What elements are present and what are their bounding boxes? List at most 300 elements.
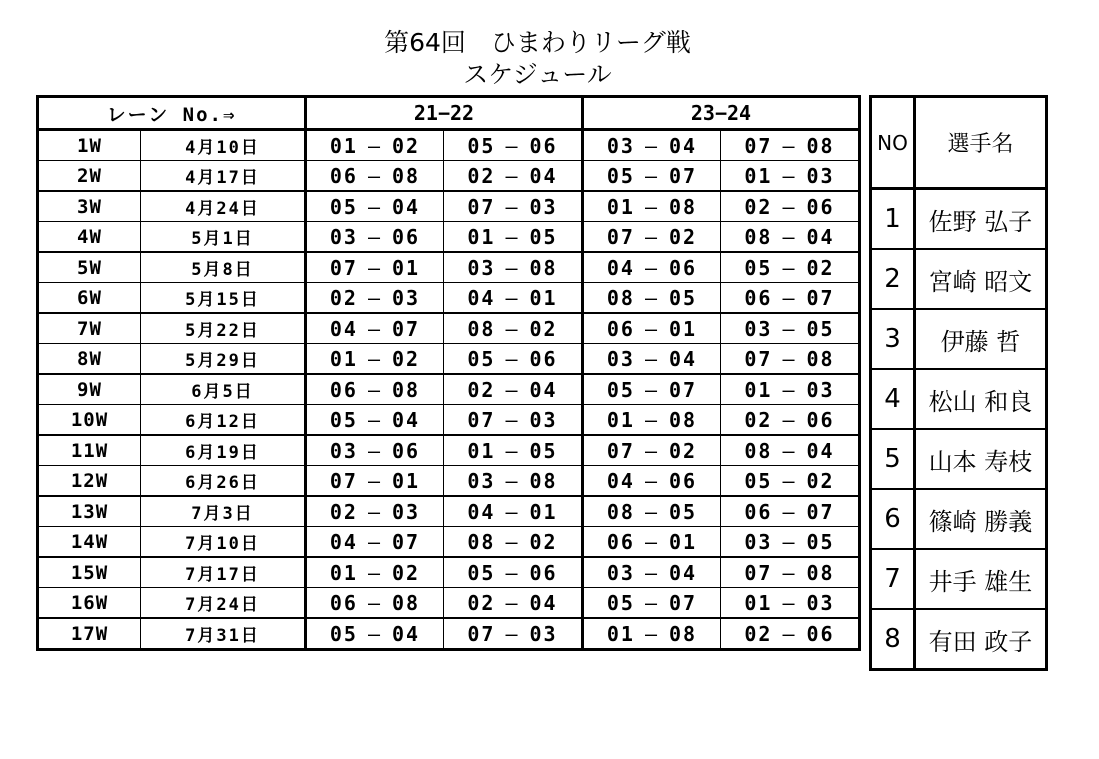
lane-number: 07 bbox=[806, 499, 835, 524]
player-number: 5 bbox=[871, 429, 915, 489]
lane-number: 08 bbox=[744, 224, 773, 249]
date-cell: 5月22日 bbox=[141, 313, 306, 344]
lane-number: 01 bbox=[669, 316, 698, 341]
lane-number: 06 bbox=[392, 224, 421, 249]
matchup-cell bbox=[583, 130, 721, 161]
lane-number: 05 bbox=[669, 285, 698, 310]
matchup-cell bbox=[306, 466, 444, 497]
lane-number: 07 bbox=[669, 590, 698, 615]
date-cell: 7月17日 bbox=[141, 557, 306, 588]
matchup-cell bbox=[444, 618, 583, 650]
lane-number: 08 bbox=[806, 560, 835, 585]
player-number: 2 bbox=[871, 249, 915, 309]
date-cell: 7月31日 bbox=[141, 618, 306, 650]
dash-separator: – bbox=[367, 438, 383, 463]
matchup-cell bbox=[721, 405, 860, 436]
lane-number: 03 bbox=[606, 133, 635, 158]
table-row bbox=[38, 161, 860, 192]
lane-number: 04 bbox=[806, 438, 835, 463]
player-number: 6 bbox=[871, 489, 915, 549]
week-cell: 6W bbox=[38, 283, 141, 314]
lane-number: 07 bbox=[392, 316, 421, 341]
dash-separator: – bbox=[505, 407, 520, 432]
dash-separator: – bbox=[782, 438, 797, 463]
lane-number: 07 bbox=[669, 377, 698, 402]
lane-number: 01 bbox=[329, 133, 358, 158]
lane-number: 06 bbox=[329, 377, 358, 402]
lane-number: 05 bbox=[744, 255, 773, 280]
dash-separator: – bbox=[644, 346, 660, 371]
player-name-header: 選手名 bbox=[915, 97, 1047, 189]
lane-number: 04 bbox=[806, 224, 835, 249]
dash-separator: – bbox=[367, 194, 383, 219]
lane-number: 01 bbox=[606, 621, 635, 646]
matchup-cell bbox=[306, 496, 444, 527]
schedule-header-row bbox=[38, 97, 860, 130]
week-cell: 3W bbox=[38, 191, 141, 222]
table-row bbox=[38, 222, 860, 253]
dash-separator: – bbox=[505, 133, 520, 158]
lane-number: 04 bbox=[392, 407, 421, 432]
lane-number: 07 bbox=[329, 468, 358, 493]
week-cell: 13W bbox=[38, 496, 141, 527]
matchup-cell bbox=[583, 252, 721, 283]
week-cell: 8W bbox=[38, 344, 141, 375]
dash-separator: – bbox=[782, 590, 797, 615]
table-row bbox=[38, 313, 860, 344]
date-cell: 6月12日 bbox=[141, 405, 306, 436]
lane-number: 05 bbox=[669, 499, 698, 524]
player-name: 宮崎 昭文 bbox=[915, 249, 1047, 309]
lane-number: 05 bbox=[806, 316, 835, 341]
matchup-cell bbox=[444, 130, 583, 161]
lane-number: 04 bbox=[329, 316, 358, 341]
matchup-cell bbox=[721, 466, 860, 497]
table-row bbox=[38, 466, 860, 497]
dash-separator: – bbox=[505, 194, 520, 219]
lane-number: 03 bbox=[467, 255, 496, 280]
date-cell: 7月10日 bbox=[141, 527, 306, 558]
lane-number: 08 bbox=[669, 621, 698, 646]
page-subtitle: スケジュール bbox=[463, 60, 612, 89]
player-row bbox=[871, 369, 1047, 429]
lane-number: 03 bbox=[529, 194, 558, 219]
player-name: 井手 雄生 bbox=[915, 549, 1047, 609]
lane-number: 08 bbox=[806, 346, 835, 371]
dash-separator: – bbox=[505, 346, 520, 371]
lane-number: 04 bbox=[329, 529, 358, 554]
matchup-cell bbox=[306, 618, 444, 650]
lane-number: 02 bbox=[806, 255, 835, 280]
table-row bbox=[38, 405, 860, 436]
matchup-cell bbox=[721, 588, 860, 619]
matchup-cell bbox=[721, 496, 860, 527]
dash-separator: – bbox=[782, 346, 797, 371]
matchup-cell bbox=[444, 252, 583, 283]
date-cell: 4月10日 bbox=[141, 130, 306, 161]
dash-separator: – bbox=[644, 255, 660, 280]
lane-number: 07 bbox=[806, 285, 835, 310]
table-row bbox=[38, 252, 860, 283]
matchup-cell bbox=[721, 618, 860, 650]
lane-number: 07 bbox=[467, 621, 496, 646]
lane-number: 05 bbox=[529, 224, 558, 249]
lane-number-label: レーン No.⇒ bbox=[38, 97, 306, 130]
lane-number: 08 bbox=[606, 285, 635, 310]
dash-separator: – bbox=[644, 438, 660, 463]
lane-number: 06 bbox=[529, 346, 558, 371]
lane-number: 06 bbox=[806, 407, 835, 432]
matchup-cell bbox=[583, 222, 721, 253]
dash-separator: – bbox=[367, 377, 383, 402]
player-row bbox=[871, 189, 1047, 250]
matchup-cell bbox=[583, 496, 721, 527]
week-cell: 16W bbox=[38, 588, 141, 619]
lane-number: 04 bbox=[669, 133, 698, 158]
dash-separator: – bbox=[367, 224, 383, 249]
table-row bbox=[38, 435, 860, 466]
dash-separator: – bbox=[367, 590, 383, 615]
lane-number: 01 bbox=[606, 407, 635, 432]
matchup-cell bbox=[306, 405, 444, 436]
matchup-cell bbox=[306, 557, 444, 588]
dash-separator: – bbox=[367, 163, 383, 188]
dash-separator: – bbox=[367, 621, 383, 646]
dash-separator: – bbox=[782, 316, 797, 341]
matchup-cell bbox=[306, 344, 444, 375]
lane-number: 08 bbox=[467, 316, 496, 341]
dash-separator: – bbox=[782, 377, 797, 402]
dash-separator: – bbox=[644, 529, 660, 554]
matchup-cell bbox=[306, 252, 444, 283]
lane-number: 02 bbox=[744, 621, 773, 646]
lane-number: 06 bbox=[529, 133, 558, 158]
table-row bbox=[38, 527, 860, 558]
lane-number: 01 bbox=[606, 194, 635, 219]
matchup-cell bbox=[721, 222, 860, 253]
matchup-cell bbox=[583, 313, 721, 344]
schedule-table bbox=[36, 95, 861, 651]
lane-group-21-22: 21−22 bbox=[306, 97, 583, 130]
lane-number: 03 bbox=[392, 285, 421, 310]
table-row bbox=[38, 191, 860, 222]
lane-number: 05 bbox=[744, 468, 773, 493]
date-cell: 5月29日 bbox=[141, 344, 306, 375]
matchup-cell bbox=[306, 435, 444, 466]
player-number: 3 bbox=[871, 309, 915, 369]
week-cell: 1W bbox=[38, 130, 141, 161]
lane-number: 06 bbox=[606, 316, 635, 341]
player-name: 有田 政子 bbox=[915, 609, 1047, 670]
lane-number: 05 bbox=[329, 407, 358, 432]
dash-separator: – bbox=[505, 529, 520, 554]
dash-separator: – bbox=[505, 255, 520, 280]
player-name: 山本 寿枝 bbox=[915, 429, 1047, 489]
page-title: 第64回 ひまわりリーグ戦 bbox=[384, 28, 691, 57]
week-cell: 12W bbox=[38, 466, 141, 497]
table-row bbox=[38, 496, 860, 527]
lane-number: 05 bbox=[329, 621, 358, 646]
dash-separator: – bbox=[505, 438, 520, 463]
week-cell: 7W bbox=[38, 313, 141, 344]
matchup-cell bbox=[721, 130, 860, 161]
lane-number: 07 bbox=[392, 529, 421, 554]
table-row bbox=[38, 588, 860, 619]
table-row bbox=[38, 283, 860, 314]
players-table bbox=[869, 95, 1048, 671]
lane-number: 07 bbox=[606, 438, 635, 463]
matchup-cell bbox=[444, 527, 583, 558]
matchup-cell bbox=[583, 618, 721, 650]
dash-separator: – bbox=[782, 194, 797, 219]
lane-number: 01 bbox=[744, 590, 773, 615]
dash-separator: – bbox=[367, 529, 383, 554]
matchup-cell bbox=[306, 161, 444, 192]
matchup-cell bbox=[721, 527, 860, 558]
player-row bbox=[871, 309, 1047, 369]
lane-number: 03 bbox=[392, 499, 421, 524]
date-cell: 6月19日 bbox=[141, 435, 306, 466]
lane-number: 02 bbox=[392, 133, 421, 158]
matchup-cell bbox=[444, 313, 583, 344]
dash-separator: – bbox=[367, 560, 383, 585]
matchup-cell bbox=[721, 344, 860, 375]
matchup-cell bbox=[444, 191, 583, 222]
matchup-cell bbox=[444, 435, 583, 466]
matchup-cell bbox=[583, 283, 721, 314]
matchup-cell bbox=[306, 130, 444, 161]
lane-number: 08 bbox=[392, 377, 421, 402]
dash-separator: – bbox=[782, 468, 797, 493]
matchup-cell bbox=[721, 161, 860, 192]
dash-separator: – bbox=[367, 346, 383, 371]
lane-number: 01 bbox=[467, 224, 496, 249]
dash-separator: – bbox=[367, 133, 383, 158]
player-number: 7 bbox=[871, 549, 915, 609]
week-cell: 9W bbox=[38, 374, 141, 405]
dash-separator: – bbox=[367, 468, 383, 493]
dash-separator: – bbox=[782, 255, 797, 280]
lane-number: 07 bbox=[744, 133, 773, 158]
week-cell: 5W bbox=[38, 252, 141, 283]
matchup-cell bbox=[444, 222, 583, 253]
lane-number: 06 bbox=[744, 285, 773, 310]
week-cell: 11W bbox=[38, 435, 141, 466]
date-cell: 5月8日 bbox=[141, 252, 306, 283]
dash-separator: – bbox=[505, 499, 520, 524]
matchup-cell bbox=[444, 161, 583, 192]
date-cell: 6月5日 bbox=[141, 374, 306, 405]
player-number: 4 bbox=[871, 369, 915, 429]
dash-separator: – bbox=[644, 377, 660, 402]
matchup-cell bbox=[583, 588, 721, 619]
dash-separator: – bbox=[782, 499, 797, 524]
lane-number: 01 bbox=[392, 255, 421, 280]
lane-number: 02 bbox=[467, 163, 496, 188]
dash-separator: – bbox=[367, 407, 383, 432]
lane-number: 05 bbox=[606, 590, 635, 615]
lane-number: 01 bbox=[392, 468, 421, 493]
lane-number: 02 bbox=[669, 224, 698, 249]
table-row bbox=[38, 374, 860, 405]
lane-number: 01 bbox=[529, 499, 558, 524]
lane-number: 03 bbox=[744, 316, 773, 341]
dash-separator: – bbox=[782, 621, 797, 646]
dash-separator: – bbox=[782, 224, 797, 249]
dash-separator: – bbox=[505, 316, 520, 341]
table-row bbox=[38, 344, 860, 375]
lane-number: 01 bbox=[744, 163, 773, 188]
lane-number: 06 bbox=[806, 621, 835, 646]
matchup-cell bbox=[306, 588, 444, 619]
dash-separator: – bbox=[644, 285, 660, 310]
lane-number: 04 bbox=[392, 194, 421, 219]
matchup-cell bbox=[444, 588, 583, 619]
matchup-cell bbox=[583, 435, 721, 466]
lane-number: 05 bbox=[606, 163, 635, 188]
table-row bbox=[38, 618, 860, 650]
dash-separator: – bbox=[505, 224, 520, 249]
matchup-cell bbox=[583, 557, 721, 588]
lane-number: 02 bbox=[329, 285, 358, 310]
lane-number: 02 bbox=[806, 468, 835, 493]
lane-number: 01 bbox=[744, 377, 773, 402]
dash-separator: – bbox=[644, 590, 660, 615]
lane-number: 04 bbox=[669, 346, 698, 371]
lane-number: 01 bbox=[467, 438, 496, 463]
matchup-cell bbox=[306, 313, 444, 344]
dash-separator: – bbox=[644, 468, 660, 493]
dash-separator: – bbox=[644, 224, 660, 249]
lane-number: 05 bbox=[606, 377, 635, 402]
player-name: 松山 和良 bbox=[915, 369, 1047, 429]
lane-number: 06 bbox=[529, 560, 558, 585]
matchup-cell bbox=[721, 313, 860, 344]
player-no-header: NO bbox=[871, 97, 915, 189]
lane-number: 04 bbox=[529, 377, 558, 402]
lane-number: 01 bbox=[669, 529, 698, 554]
lane-number: 08 bbox=[467, 529, 496, 554]
lane-number: 05 bbox=[806, 529, 835, 554]
matchup-cell bbox=[306, 527, 444, 558]
dash-separator: – bbox=[782, 560, 797, 585]
dash-separator: – bbox=[644, 194, 660, 219]
dash-separator: – bbox=[644, 133, 660, 158]
lane-number: 06 bbox=[329, 163, 358, 188]
lane-number: 08 bbox=[669, 407, 698, 432]
matchup-cell bbox=[444, 405, 583, 436]
lane-number: 03 bbox=[467, 468, 496, 493]
matchup-cell bbox=[721, 374, 860, 405]
lane-number: 07 bbox=[669, 163, 698, 188]
dash-separator: – bbox=[782, 163, 797, 188]
lane-number: 06 bbox=[669, 468, 698, 493]
matchup-cell bbox=[444, 496, 583, 527]
dash-separator: – bbox=[505, 377, 520, 402]
matchup-cell bbox=[583, 405, 721, 436]
player-name: 佐野 弘子 bbox=[915, 189, 1047, 250]
matchup-cell bbox=[721, 557, 860, 588]
dash-separator: – bbox=[505, 560, 520, 585]
lane-number: 06 bbox=[806, 194, 835, 219]
date-cell: 7月24日 bbox=[141, 588, 306, 619]
lane-number: 04 bbox=[606, 468, 635, 493]
matchup-cell bbox=[306, 374, 444, 405]
matchup-cell bbox=[583, 527, 721, 558]
player-row bbox=[871, 609, 1047, 670]
lane-number: 02 bbox=[529, 529, 558, 554]
lane-number: 03 bbox=[744, 529, 773, 554]
player-name: 篠崎 勝義 bbox=[915, 489, 1047, 549]
lane-number: 02 bbox=[467, 377, 496, 402]
dash-separator: – bbox=[782, 285, 797, 310]
lane-number: 01 bbox=[329, 346, 358, 371]
matchup-cell bbox=[583, 466, 721, 497]
date-cell: 4月17日 bbox=[141, 161, 306, 192]
lane-number: 03 bbox=[529, 407, 558, 432]
matchup-cell bbox=[444, 466, 583, 497]
lane-number: 05 bbox=[467, 133, 496, 158]
lane-number: 06 bbox=[744, 499, 773, 524]
lane-number: 02 bbox=[392, 346, 421, 371]
dash-separator: – bbox=[505, 285, 520, 310]
lane-number: 03 bbox=[329, 438, 358, 463]
dash-separator: – bbox=[782, 133, 797, 158]
matchup-cell bbox=[306, 222, 444, 253]
lane-number: 04 bbox=[467, 499, 496, 524]
lane-number: 08 bbox=[392, 590, 421, 615]
week-cell: 15W bbox=[38, 557, 141, 588]
dash-separator: – bbox=[367, 255, 383, 280]
date-cell: 5月1日 bbox=[141, 222, 306, 253]
lane-number: 01 bbox=[529, 285, 558, 310]
matchup-cell bbox=[444, 374, 583, 405]
matchup-cell bbox=[721, 283, 860, 314]
lane-number: 08 bbox=[529, 468, 558, 493]
lane-number: 04 bbox=[529, 590, 558, 615]
lane-number: 01 bbox=[329, 560, 358, 585]
dash-separator: – bbox=[367, 316, 383, 341]
lane-number: 07 bbox=[744, 560, 773, 585]
lane-number: 03 bbox=[606, 560, 635, 585]
dash-separator: – bbox=[644, 407, 660, 432]
lane-number: 04 bbox=[529, 163, 558, 188]
matchup-cell bbox=[583, 374, 721, 405]
lane-number: 08 bbox=[744, 438, 773, 463]
player-number: 1 bbox=[871, 189, 915, 250]
dash-separator: – bbox=[505, 590, 520, 615]
lane-number: 03 bbox=[806, 590, 835, 615]
matchup-cell bbox=[721, 252, 860, 283]
dash-separator: – bbox=[505, 468, 520, 493]
lane-number: 02 bbox=[529, 316, 558, 341]
lane-number: 02 bbox=[467, 590, 496, 615]
dash-separator: – bbox=[644, 560, 660, 585]
dash-separator: – bbox=[782, 529, 797, 554]
date-cell: 6月26日 bbox=[141, 466, 306, 497]
lane-number: 08 bbox=[529, 255, 558, 280]
player-row bbox=[871, 249, 1047, 309]
lane-number: 03 bbox=[806, 377, 835, 402]
lane-number: 07 bbox=[329, 255, 358, 280]
player-row bbox=[871, 429, 1047, 489]
dash-separator: – bbox=[367, 285, 383, 310]
lane-number: 08 bbox=[806, 133, 835, 158]
lane-number: 05 bbox=[529, 438, 558, 463]
lane-number: 04 bbox=[669, 560, 698, 585]
lane-number: 06 bbox=[392, 438, 421, 463]
lane-number: 08 bbox=[392, 163, 421, 188]
